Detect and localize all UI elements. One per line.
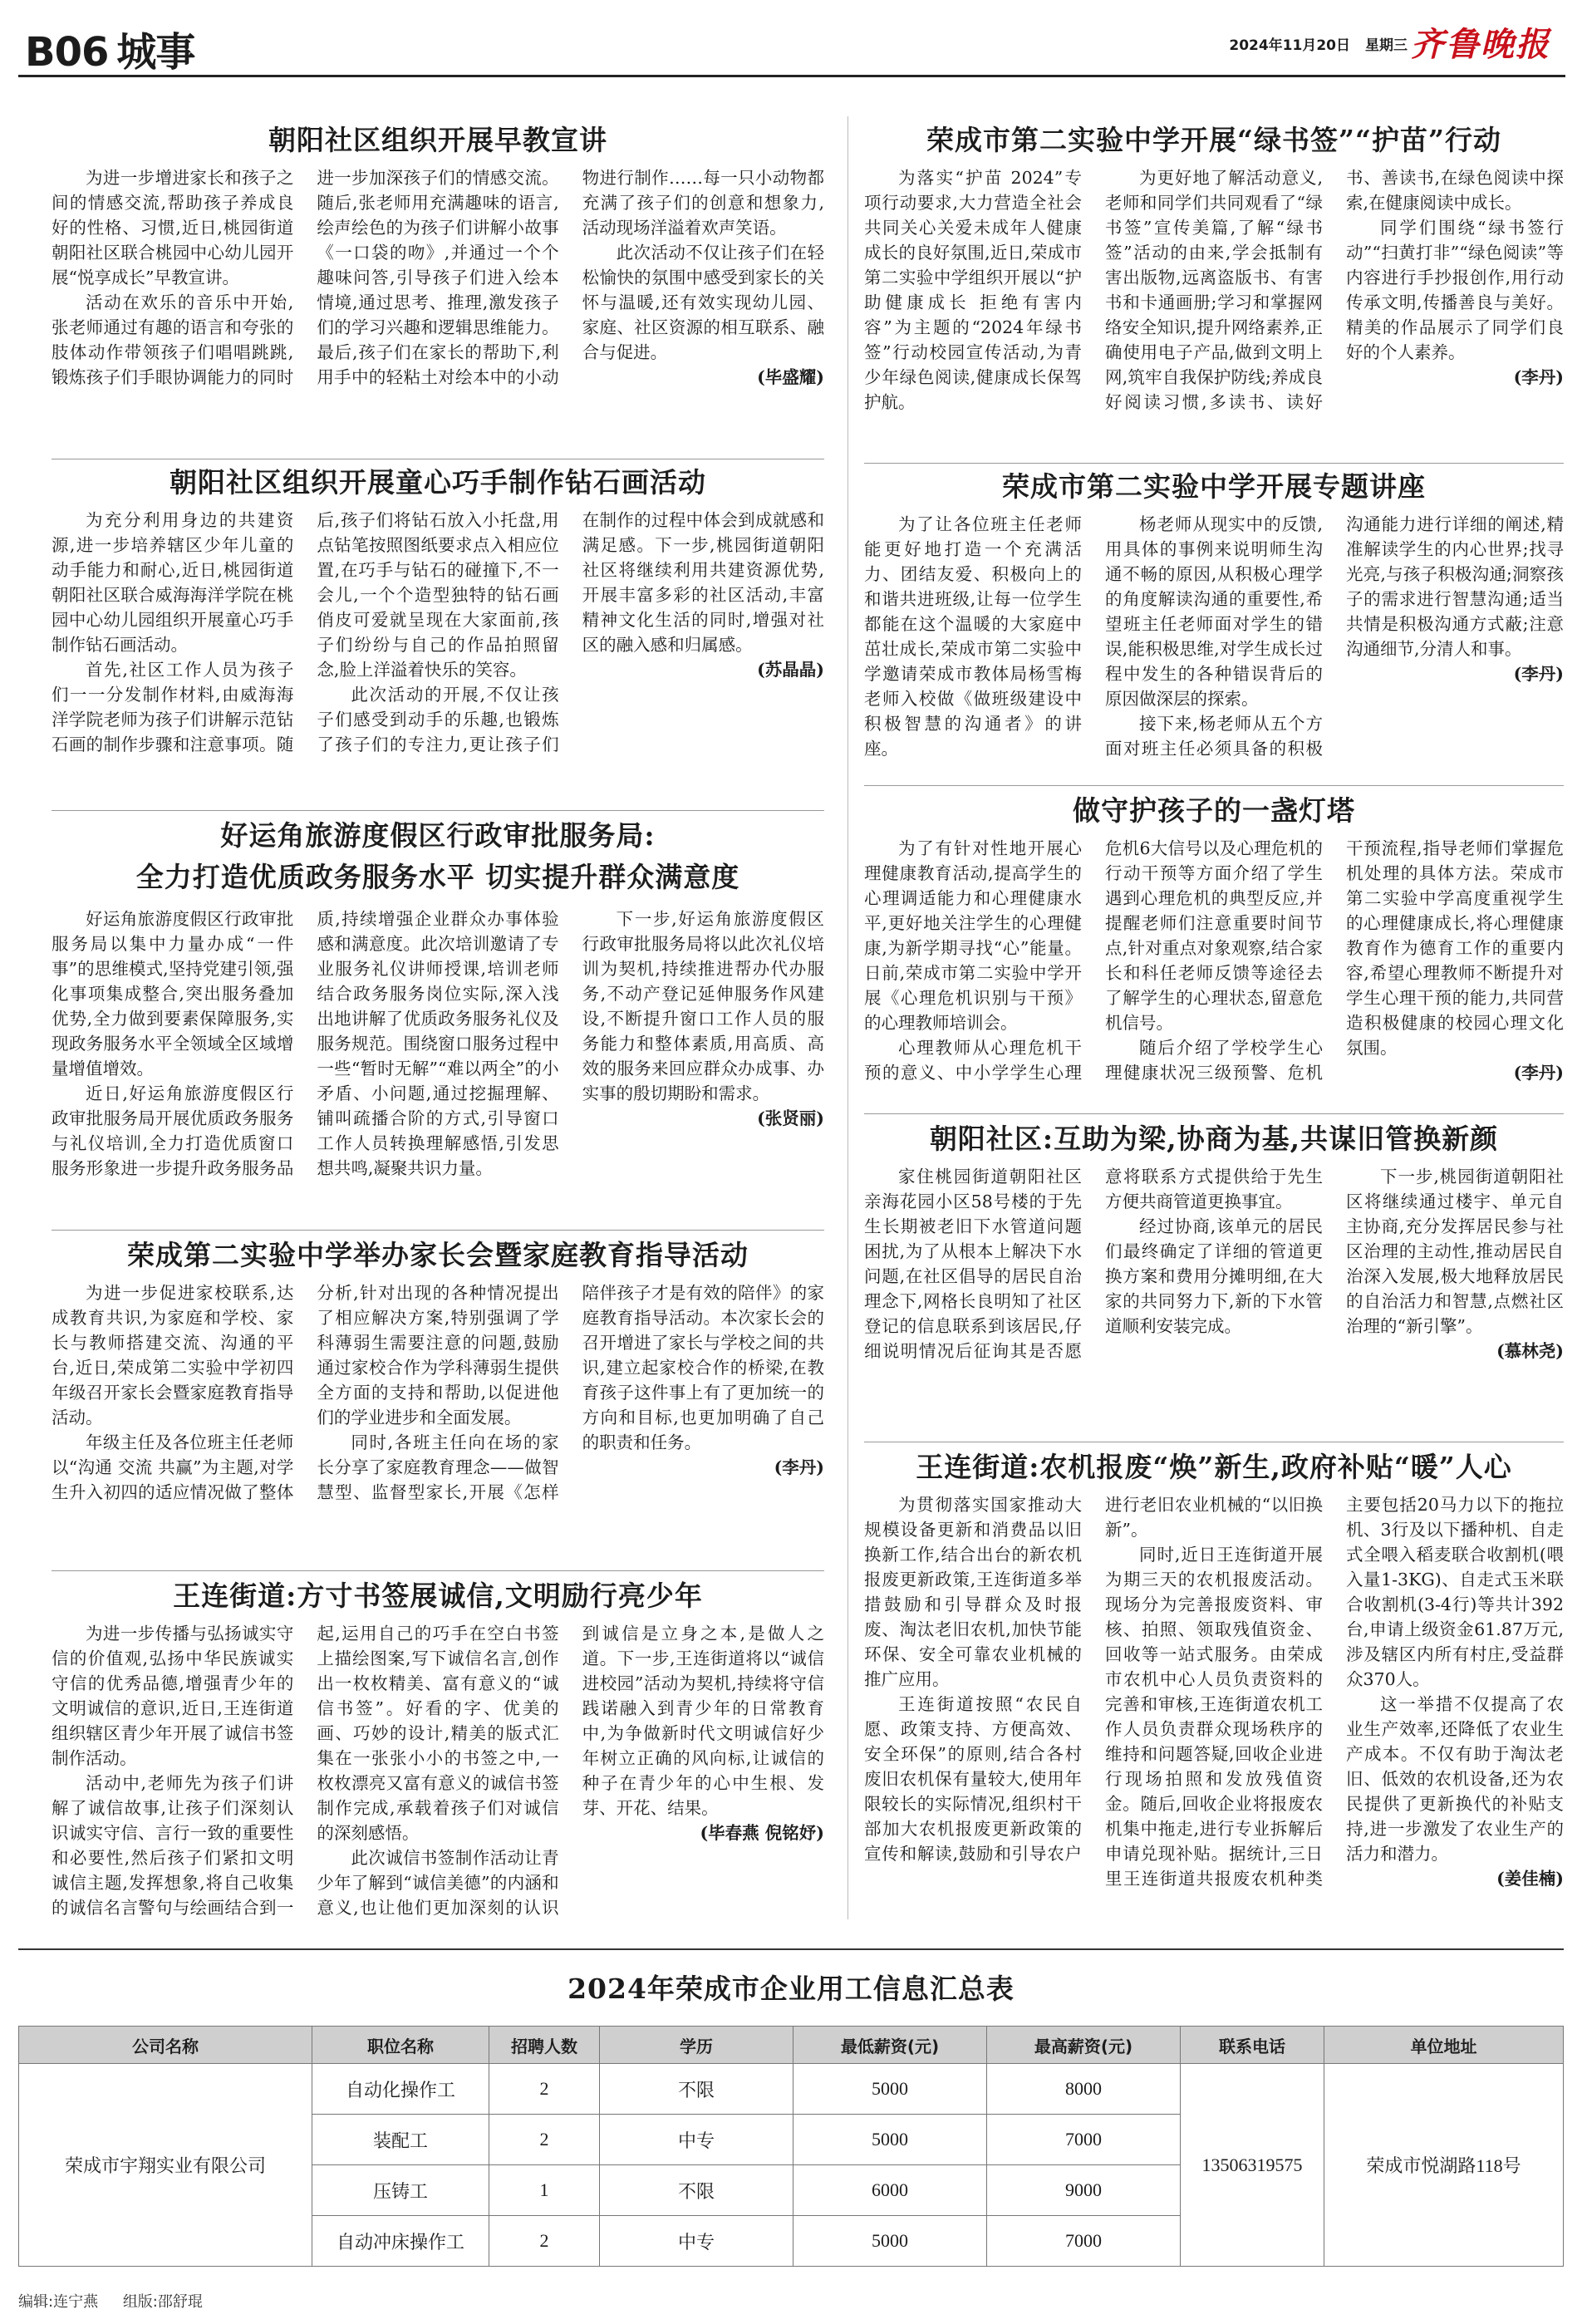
article-byline: (毕春燕 倪铭妤) bbox=[700, 1823, 824, 1844]
date-text: 2024年11月20日 bbox=[1229, 37, 1350, 54]
page-number bbox=[25, 20, 194, 77]
article-paragraph: 下一步,好运角旅游度假区行政审批服务局将以此次礼仪培训为契机,持续推进帮办代办服务,不动产登记延伸服务作风建设,不断提升窗口工作人员的服务能力和整体素质,用高质、高效的服务来回应群众办成事、办实事的殷切期盼和需求。 bbox=[582, 909, 824, 1104]
article-separator bbox=[864, 785, 1564, 786]
company-name-cell: 荣成市宇翔实业有限公司 bbox=[19, 2064, 312, 2267]
column-header: 职位名称 bbox=[312, 2027, 489, 2064]
article-subtitle: 全力打造优质政务服务水平 切实提升群众满意度 bbox=[135, 861, 740, 894]
article-integrity-bookmarks bbox=[52, 1579, 824, 1953]
article-paragraph: 活动中,老师先为孩子们讲解了诚信故事,让孩子们深刻认识诚实守信、言行一致的重要性和必要性,然后孩子们紧扣文明诚信主题,发挥想象,将自己收集的诚信名言警句与绘画结合到一起,运用自己的巧手在空白书签上描绘图案,写下诚信名言,创作出一枚枚精美、富有意义的“诚信书签”。好看的字、优美的画、巧妙的设计,精美的版式汇集在一张张小小的书签之中,一枚枚漂亮又富有意义的诚信书签制作完成,承载着孩子们对诚信的深刻感悟。 bbox=[52, 1624, 559, 1919]
column-header: 最低薪资(元) bbox=[793, 2027, 987, 2064]
job-table-title: 2024年荣成市企业用工信息汇总表 bbox=[567, 1973, 1015, 2005]
column-header: 单位地址 bbox=[1324, 2027, 1564, 2064]
page-footer bbox=[18, 2290, 223, 2312]
min-salary-cell: 5000 bbox=[793, 2064, 987, 2115]
article-paragraph: 为进一步促进家校联系,达成教育共识,为家庭和学校、家长与教师搭建交流、沟通的平台,近日,荣成第二实验中学初四年级召开家长会暨家庭教育指导活动。 bbox=[52, 1283, 294, 1428]
article-paragraph: 同时,各班主任向在场的家长分享了家庭教育理念——做智慧型、监督型家长,开展《怎样陪伴孩子才是有效的陪伴》的家庭教育指导活动。本次家长会的召开增进了家长与学校之间的共识,建立起家校合作的桥梁,在教育孩子这件事上有了更加统一的方向和目标,也更加明确了自己的职责和任务。 bbox=[317, 1283, 824, 1503]
education-cell: 不限 bbox=[600, 2165, 793, 2216]
education-cell: 中专 bbox=[600, 2115, 793, 2165]
article-paragraph: 随后介绍了学校学生心理健康状况三级预警、危机干预流程,指导老师们掌握危机处理的具体方法。荣成市第二实验中学高度重视学生的心理健康成长,将心理健康教育作为德育工作的重要内容,希望心理教师不断提升对学生心理干预的能力,共同营造积极健康的校园心理文化氛围。 bbox=[1105, 838, 1564, 1083]
article-paragraph: 王连街道按照“农民自愿、政策支持、方便高效、安全环保”的原则,结合各村废旧农机保有量较大,使用年限较长的实际情况,组织村干部加大农机报废更新政策的宣传和解读,鼓励和引导农户进行老旧农业机械的“以旧换新”。 bbox=[864, 1495, 1323, 1865]
article-pipe-renewal bbox=[864, 1122, 1564, 1413]
article-body bbox=[52, 508, 824, 794]
article-title: 王连街道:方寸书签展诚信,文明励行亮少年 bbox=[173, 1580, 703, 1612]
column-header: 学历 bbox=[600, 2027, 793, 2064]
article-paragraph: 经过协商,该单元的居民们最终确定了详细的管道更换方案和费用分摊明细,在大家的共同努力下,新的下水管道顺利安装完成。 bbox=[1105, 1216, 1323, 1337]
education-cell: 不限 bbox=[600, 2064, 793, 2115]
masthead bbox=[18, 15, 1565, 76]
article-paragraph: 此次活动不仅让孩子们在轻松愉快的氛围中感受到家长的关怀与温暖,还有效实现幼儿园、家庭、社区资源的相互联系、融合与促进。 bbox=[582, 243, 824, 363]
layout-credit: 组版:邵舒琨 bbox=[122, 2293, 203, 2311]
article-separator bbox=[52, 1570, 824, 1571]
masthead-rule bbox=[18, 75, 1565, 77]
article-paragraph: 心理教师从心理危机干预的意义、中小学学生心理危机6大信号以及心理危机的行动干预等方面介绍了学生遇到心理危机的典型反应,并提醒老师们注意重要时间节点,针对重点对象观察,结合家长和科任老师反馈等途径去了解学生的心理状态,留意危机信号。 bbox=[864, 838, 1323, 1083]
article-early-education bbox=[52, 123, 824, 498]
weekday-text: 星期三 bbox=[1365, 37, 1408, 54]
editor-credit: 编辑:连宁燕 bbox=[18, 2293, 99, 2311]
article-paragraph: 为落实“护苗 2024”专项行动要求,大力营造全社会共同关心关爱未成年人健康成长的良好氛围,近日,荣成市第二实验中学组织开展以“护助健康成长 拒绝有害内容”为主题的“2024年绿书签”行动校园宣传活动,为青少年绿色阅读,健康成长保驾护航。 bbox=[864, 168, 1082, 413]
article-paragraph: 家住桃园街道朝阳社区亲海花园小区58号楼的于先生长期被老旧下水管道问题困扰,为了从根本上解决下水问题,在社区倡导的居民自治理念下,网格长良明知了社区登记的信息联系到该居民,仔细说明情况后征询其是否愿意将联系方式提供给于先生方便共商管道更换事宜。 bbox=[864, 1167, 1323, 1362]
article-paragraph: 首先,社区工作人员为孩子们一一分发制作材料,由威海海洋学院老师为孩子们讲解示范钻石画的制作步骤和注意事项。随后,孩子们将钻石放入小托盘,用点钻笔按照图纸要求点入相应位置,在巧手与钻石的碰撞下,不一会儿,一个个造型独特的钻石画俏皮可爱就呈现在大家面前,孩子们纷纷与自己的作品拍照留念,脸上洋溢着快乐的笑容。 bbox=[52, 510, 559, 755]
article-body bbox=[52, 907, 824, 1218]
article-title: 朝阳社区:互助为梁,协商为基,共谋旧管换新颜 bbox=[929, 1123, 1499, 1155]
article-paragraph: 此次活动的开展,不仅让孩子们感受到动手的乐趣,也锻炼了孩子们的专注力,更让孩子们在制作的过程中体会到成就感和满足感。下一步,桃园街道朝阳社区将继续利用共建资源优势,开展丰富多彩的社区活动,丰富精神文化生活的同时,增强对社区的融入感和归属感。 bbox=[317, 510, 824, 755]
column-header: 最高薪资(元) bbox=[987, 2027, 1181, 2064]
article-paragraph: 同时,近日王连街道开展为期三天的农机报废活动。现场分为完善报废资料、审核、拍照、领取残值资金、回收等一站式服务。由荣成市农机中心人员负责资料的完善和审核,王连街道农机工作人员负责群众现场秩序的维持和问题答疑,回收企业进行现场拍照和发放残值资金。随后,回收企业将报废农机集中拖走,进行专业拆解后申请兑现补贴。据统计,三日里王连街道共报废农机种类主要包括20马力以下的拖拉机、3行及以下播种机、自走式全喂入稻麦联合收割机(喂入量1-3KG)、自走式玉米联合收割机(3-4行)等共计392台,申请上级资金61.87万元,涉及辖区内所有村庄,受益群众370人。 bbox=[1105, 1495, 1564, 1889]
article-paragraph: 活动在欢乐的音乐中开始,张老师通过有趣的语言和夸张的肢体动作带领孩子们唱唱跳跳,锻炼孩子们手眼协调能力的同时进一步加深孩子们的情感交流。随后,张老师用充满趣味的语言,绘声绘色的为孩子们讲解小故事《一口袋的吻》,并通过一个个趣味问答,引导孩子们进入绘本情境,通过思考、推理,激发孩子们的学习兴趣和逻辑思维能力。最后,孩子们在家长的帮助下,利用手中的轻粘土对绘本中的小动物进行制作……每一只小动物都充满了孩子们的创意和想象力,活动现场洋溢着欢声笑语。 bbox=[52, 168, 824, 388]
article-title: 做守护孩子的一盏灯塔 bbox=[1073, 794, 1355, 827]
article-byline: (李丹) bbox=[1513, 1063, 1564, 1083]
article-body bbox=[864, 512, 1564, 761]
article-body bbox=[52, 1280, 824, 1555]
article-byline: (慕林尧) bbox=[1496, 1341, 1564, 1362]
article-separator bbox=[864, 1113, 1564, 1114]
article-byline: (李丹) bbox=[1513, 367, 1564, 388]
article-paragraph: 同学们围绕“绿书签行动”“扫黄打非”“绿色阅读”等内容进行手抄报创作,用行动传承文明,传播善良与美好。精美的作品展示了同学们良好的个人素养。 bbox=[1346, 218, 1564, 363]
article-byline: (张贤丽) bbox=[757, 1108, 824, 1129]
article-paragraph: 这一举措不仅提高了农业生产效率,还降低了农业生产成本。不仅有助于淘汰老旧、低效的农机设备,还为农民提供了更新换代的补贴支持,进一步激发了农业生产的活力和潜力。 bbox=[1346, 1694, 1564, 1865]
position-cell: 装配工 bbox=[312, 2115, 489, 2165]
max-salary-cell: 7000 bbox=[987, 2115, 1181, 2165]
article-title: 荣成市第二实验中学开展专题讲座 bbox=[1002, 470, 1426, 503]
min-salary-cell: 6000 bbox=[793, 2165, 987, 2216]
article-title: 朝阳社区组织开展童心巧手制作钻石画活动 bbox=[170, 466, 706, 499]
article-paragraph: 为进一步传播与弘扬诚实守信的价值观,弘扬中华民族诚实守信的优秀品德,增强青少年的文明诚信的意识,近日,王连街道组织辖区青少年开展了诚信书签制作活动。 bbox=[52, 1624, 294, 1769]
article-lighthouse bbox=[864, 794, 1564, 1085]
article-paragraph: 下一步,桃园街道朝阳社区将继续通过楼宇、单元自主协商,充分发挥居民参与社区治理的主动性,推动居民自治深入发展,极大地释放居民的自治活力和智慧,点燃社区治理的“新引擎”。 bbox=[1346, 1167, 1564, 1337]
article-paragraph: 此次诚信书签制作活动让青少年了解到“诚信美德”的内涵和意义,也让他们更加深刻的认识到诚信是立身之本,是做人之道。下一步,王连街道将以“诚信进校园”活动为契机,持续将守信践诺融入到青少年的日常教育中,为争做新时代文明诚信好少年树立正确的风向标,让诚信的种子在青少年的心中生根、发芽、开花、结果。 bbox=[317, 1624, 824, 1919]
article-paragraph: 接下来,杨老师从五个方面对班主任必须具备的积极沟通能力进行详细的阐述,精准解读学生的内心世界;找寻光亮,与孩子积极沟通;洞察孩子的需求进行智慧沟通;适当共情是积极沟通方式蔽;注意沟通细节,分清人和事。 bbox=[1105, 514, 1564, 759]
article-body bbox=[864, 1164, 1564, 1413]
article-title: 荣成第二实验中学举办家长会暨家庭教育指导活动 bbox=[127, 1239, 749, 1271]
article-green-bookmark bbox=[864, 123, 1564, 456]
table-header-row bbox=[19, 2027, 1564, 2064]
article-body bbox=[864, 1492, 1564, 1958]
section-rule bbox=[18, 1948, 1564, 1950]
article-body bbox=[52, 165, 824, 498]
article-byline: (毕盛耀) bbox=[757, 367, 824, 388]
article-body bbox=[864, 165, 1564, 456]
position-cell: 压铸工 bbox=[312, 2165, 489, 2216]
position-cell: 自动冲床操作工 bbox=[312, 2216, 489, 2267]
newspaper-logo: 齐鲁晚报 bbox=[1411, 25, 1550, 64]
section-name: 城事 bbox=[116, 29, 195, 76]
issue-date bbox=[1229, 33, 1408, 54]
article-paragraph: 为更好地了解活动意义,老师和同学们共同观看了“绿书签”宣传美篇,了解“绿书签”活动的由来,学会抵制有害出版物,远离盗版书、有害书和卡通画册;学习和掌握网络安全知识,提升网络素养,正确使用电子产品,做到文明上网,筑牢自我保护防线;养成良好阅读习惯,多读书、读好书、善读书,在绿色阅读中探索,在健康阅读中成长。 bbox=[1105, 168, 1564, 413]
table-row bbox=[19, 2064, 1564, 2115]
article-separator bbox=[52, 810, 824, 811]
article-paragraph: 为了有针对性地开展心理健康教育活动,提高学生的心理调适能力和心理健康水平,更好地关注学生的心理健康,为新学期寻找“心”能量。日前,荣成市第二实验中学开展《心理危机识别与干预》的心理教师培训会。 bbox=[864, 838, 1082, 1034]
column-header: 公司名称 bbox=[19, 2027, 312, 2064]
max-salary-cell: 9000 bbox=[987, 2165, 1181, 2216]
count-cell: 2 bbox=[489, 2216, 600, 2267]
count-cell: 2 bbox=[489, 2115, 600, 2165]
article-parent-meeting bbox=[52, 1238, 824, 1555]
article-title: 荣成市第二实验中学开展“绿书签”“护苗”行动 bbox=[926, 124, 1501, 156]
max-salary-cell: 7000 bbox=[987, 2216, 1181, 2267]
article-paragraph: 近日,好运角旅游度假区行政审批服务局开展优质政务服务与礼仪培训,全力打造优质窗口服务形象进一步提升政务服务品质,持续增强企业群众办事体验感和满意度。此次培训邀请了专业服务礼仪讲师授课,培训老师结合政务服务岗位实际,深入浅出地讲解了优质政务服务礼仪及服务规范。围绕窗口服务过程中一些“暂时无解”“难以两全”的小矛盾、小问题,通过挖掘理解、铺叫疏播合阶的方式,引导窗口工作人员转换理解感悟,引发思想共鸣,凝聚共识力量。 bbox=[52, 909, 559, 1179]
position-cell: 自动化操作工 bbox=[312, 2064, 489, 2115]
article-approval-bureau bbox=[52, 818, 824, 1218]
max-salary-cell: 8000 bbox=[987, 2064, 1181, 2115]
article-title: 好运角旅游度假区行政审批服务局: bbox=[220, 819, 656, 852]
article-paragraph: 为贯彻落实国家推动大规模设备更新和消费品以旧换新工作,结合出台的新农机报废更新政策,王连街道多举措鼓励和引导群众及时报废、淘汰老旧农机,加快节能环保、安全可靠农业机械的推广应用。 bbox=[864, 1495, 1082, 1690]
article-byline: (李丹) bbox=[1513, 664, 1564, 685]
article-paragraph: 杨老师从现实中的反馈,用具体的事例来说明师生沟通不畅的原因,从积极心理学的角度解读沟通的重要性,希望班主任老师面对学生的错误,能积极思维,对学生成长过程中发生的各种错误背后的原因做深层的探索。 bbox=[1105, 514, 1323, 710]
count-cell: 2 bbox=[489, 2064, 600, 2115]
article-title: 朝阳社区组织开展早教宣讲 bbox=[268, 124, 607, 156]
column-header: 联系电话 bbox=[1181, 2027, 1324, 2064]
min-salary-cell: 5000 bbox=[793, 2216, 987, 2267]
article-byline: (李丹) bbox=[774, 1457, 824, 1478]
education-cell: 中专 bbox=[600, 2216, 793, 2267]
article-paragraph: 为了让各位班主任老师能更好地打造一个充满活力、团结友爱、积极向上的和谐共进班级,让每一位学生都能在这个温暖的大家庭中茁壮成长,荣成市第二实验中学邀请荣成市教体局杨雪梅老师入校做《做班级建设中积极智慧的沟通者》的讲座。 bbox=[864, 514, 1082, 759]
article-diamond-painting bbox=[52, 465, 824, 794]
article-separator bbox=[52, 1230, 824, 1231]
article-body bbox=[52, 1621, 824, 1953]
article-separator bbox=[864, 463, 1564, 464]
min-salary-cell: 5000 bbox=[793, 2115, 987, 2165]
job-table bbox=[18, 2026, 1564, 2267]
article-title: 王连街道:农机报废“焕”新生,政府补贴“暖”人心 bbox=[916, 1451, 1512, 1483]
page-number-label: B06 bbox=[25, 29, 109, 76]
address-cell: 荣成市悦湖路118号 bbox=[1324, 2064, 1564, 2267]
column-header: 招聘人数 bbox=[489, 2027, 600, 2064]
article-farm-machinery bbox=[864, 1450, 1564, 1958]
count-cell: 1 bbox=[489, 2165, 600, 2216]
article-paragraph: 为充分利用身边的共建资源,进一步培养辖区少年儿童的动手能力和耐心,近日,桃园街道朝阳社区联合威海海洋学院在桃园中心幼儿园组织开展童心巧手制作钻石画活动。 bbox=[52, 510, 294, 656]
article-byline: (苏晶晶) bbox=[757, 660, 824, 680]
article-paragraph: 年级主任及各位班主任老师以“沟通 交流 共赢”为主题,对学生升入初四的适应情况做了整体分析,针对出现的各种情况提出了相应解决方案,特别强调了学科薄弱生需要注意的问题,鼓励通过家校合作为学科薄弱生提供全方面的支持和帮助,以促进他们的学业进步和全面发展。 bbox=[52, 1283, 559, 1503]
article-paragraph: 为进一步增进家长和孩子之间的情感交流,帮助孩子养成良好的性格、习惯,近日,桃园街道朝阳社区联合桃园中心幼儿园开展“悦享成长”早教宣讲。 bbox=[52, 168, 294, 288]
phone-cell: 13506319575 bbox=[1181, 2064, 1324, 2267]
article-lecture bbox=[864, 469, 1564, 761]
article-body bbox=[864, 836, 1564, 1085]
article-byline: (姜佳楠) bbox=[1496, 1869, 1564, 1889]
article-paragraph: 好运角旅游度假区行政审批服务局以集中力量办成“一件事”的思维模式,坚持党建引领,强化事项集成整合,突出服务叠加优势,全力做到要素保障服务,实现政务服务水平全领域全区域增量增值增效。 bbox=[52, 909, 294, 1079]
